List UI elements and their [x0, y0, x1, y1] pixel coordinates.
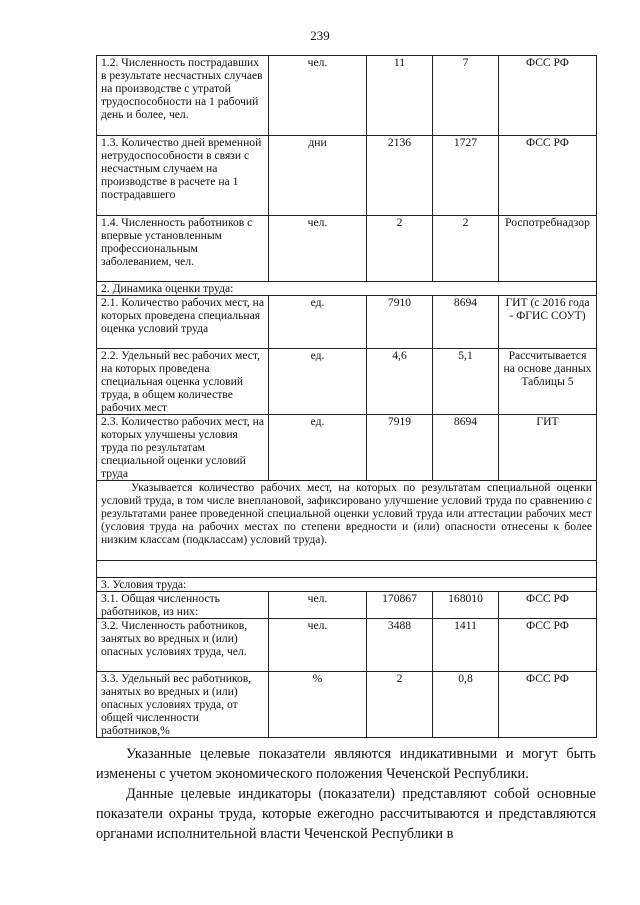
indicator-name: 1.3. Количество дней временной нетрудоспособности в связи с несчастным случаем на производстве в расчете на 1 пострадавшего — [97, 136, 269, 216]
table-row — [97, 216, 597, 282]
section-row — [97, 578, 597, 592]
value-cell: 2136 — [367, 136, 433, 216]
value-cell: 7919 — [367, 415, 433, 481]
unit-cell: ед. — [269, 349, 367, 415]
source-cell: Роспотребнадзор — [499, 216, 597, 282]
value-cell: 7910 — [367, 296, 433, 349]
table-row — [97, 415, 597, 481]
indicator-name: 3.3. Удельный вес работников, занятых во вредных и (или) опасных условиях труда, от общей численности работников,% — [97, 672, 269, 738]
unit-cell: ед. — [269, 415, 367, 481]
table-row — [97, 296, 597, 349]
note-row — [97, 481, 597, 561]
body-paragraph-1 — [96, 744, 596, 784]
value-cell: 7 — [433, 56, 499, 136]
indicator-name: 3.1. Общая численность работников, из них: — [97, 592, 269, 619]
paragraph-text: Данные целевые индикаторы (показатели) представляют собой основные показатели охраны труда, которые ежегодно рассчитываются и представляются органами исполнительной власти Чеченской Республики в — [96, 786, 596, 842]
source-cell: ФСС РФ — [499, 56, 597, 136]
value-cell: 170867 — [367, 592, 433, 619]
unit-cell: чел. — [269, 619, 367, 672]
note-content: Указывается количество рабочих мест, на которых по результатам специальной оценки условий труда, в том числе внеплановой, зафиксировано улучшение условий труда по сравнению с результатами ранее проведенной специальной оценки условий труда или аттестации рабочих мест (условия труда на рабочих местах по степени вредности и (или) опасности отнесены к более низким классам (подклассам) условий труда). — [101, 481, 592, 546]
source-cell: ГИТ — [499, 415, 597, 481]
table-row — [97, 672, 597, 738]
value-cell: 4,6 — [367, 349, 433, 415]
indicator-name: 2.1. Количество рабочих мест, на которых проведена специальная оценка условий труда — [97, 296, 269, 349]
unit-cell: ед. — [269, 296, 367, 349]
spacer-row — [97, 561, 597, 578]
table-row — [97, 619, 597, 672]
value-cell: 2 — [433, 216, 499, 282]
source-cell: ФСС РФ — [499, 672, 597, 738]
indicator-name: 2.2. Удельный вес рабочих мест, на которых проведена специальная оценка условий труда, в общем количестве рабочих мест — [97, 349, 269, 415]
indicator-name: 3.2. Численность работников, занятых во вредных и (или) опасных условиях труда, чел. — [97, 619, 269, 672]
note-text — [97, 481, 597, 561]
paragraph-text: Указанные целевые показатели являются индикативными и могут быть изменены с учетом экономического положения Чеченской Республики. — [96, 746, 596, 782]
source-cell: Рассчитывается на основе данных Таблицы 5 — [499, 349, 597, 415]
value-cell: 1727 — [433, 136, 499, 216]
value-cell: 2 — [367, 672, 433, 738]
source-cell: ФСС РФ — [499, 619, 597, 672]
body-paragraph-2 — [96, 784, 596, 844]
page-number: 239 — [310, 28, 330, 43]
spacer-cell — [97, 561, 597, 578]
table-row — [97, 349, 597, 415]
indicator-name: 2.3. Количество рабочих мест, на которых улучшены условия труда по результатам специальной оценки условий труда — [97, 415, 269, 481]
source-cell: ГИТ (с 2016 года - ФГИС СОУТ) — [499, 296, 597, 349]
table-row — [97, 56, 597, 136]
table-row — [97, 136, 597, 216]
table-row — [97, 592, 597, 619]
value-cell: 3488 — [367, 619, 433, 672]
indicators-table — [96, 55, 597, 738]
value-cell: 1411 — [433, 619, 499, 672]
source-cell: ФСС РФ — [499, 136, 597, 216]
unit-cell: чел. — [269, 56, 367, 136]
unit-cell: дни — [269, 136, 367, 216]
value-cell: 5,1 — [433, 349, 499, 415]
section-title: 3. Условия труда: — [97, 578, 597, 592]
unit-cell: чел. — [269, 592, 367, 619]
unit-cell: чел. — [269, 216, 367, 282]
value-cell: 0,8 — [433, 672, 499, 738]
value-cell: 8694 — [433, 296, 499, 349]
section-title: 2. Динамика оценки труда: — [97, 282, 597, 296]
value-cell: 2 — [367, 216, 433, 282]
unit-cell: % — [269, 672, 367, 738]
value-cell: 8694 — [433, 415, 499, 481]
value-cell: 168010 — [433, 592, 499, 619]
section-row — [97, 282, 597, 296]
value-cell: 11 — [367, 56, 433, 136]
indicator-name: 1.2. Численность пострадавших в результате несчастных случаев на производстве с утратой трудоспособности на 1 рабочий день и более, чел. — [97, 56, 269, 136]
source-cell: ФСС РФ — [499, 592, 597, 619]
indicator-name: 1.4. Численность работников с впервые установленным профессиональным заболеванием, чел. — [97, 216, 269, 282]
